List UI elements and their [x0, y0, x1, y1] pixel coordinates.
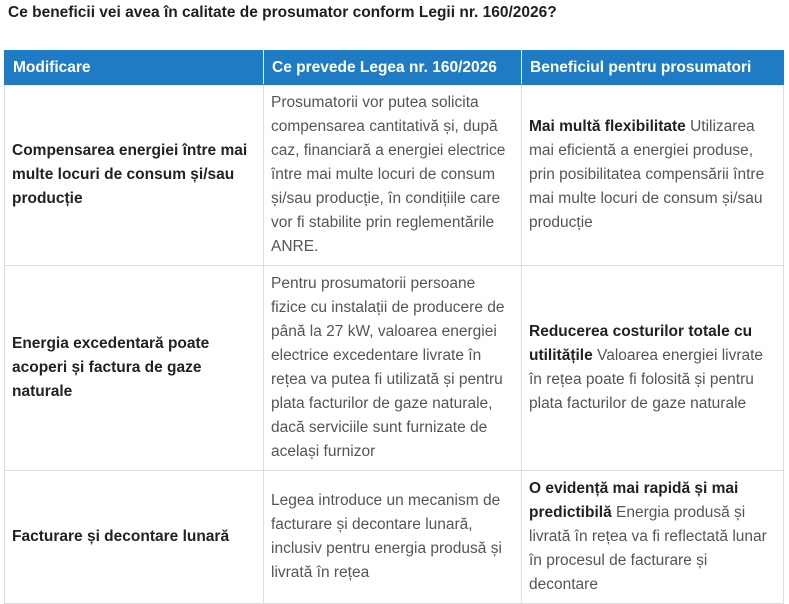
cell-beneficiu	[522, 266, 784, 471]
benefit-text: Energia produsă și livrată în rețea va fi reflectată lunar în procesul de facturare și decontare	[529, 504, 767, 593]
cell-lege: Legea introduce un mecanism de facturare și decontare lunară, inclusiv pentru energia produsă și livrată în rețea	[264, 471, 522, 604]
benefit-title: Reducerea costurilor totale cu utilitățile	[529, 323, 753, 364]
cell-modificare: Energia excedentară poate acoperi și factura de gaze naturale	[5, 266, 264, 471]
cell-lege: Prosumatorii vor putea solicita compensarea cantitativă și, după caz, financiară a energiei electrice între mai multe locuri de consum și/sau producție, în condițiile care vor fi stabilite prin reglementările ANRE.	[264, 85, 522, 266]
column-header-beneficiu: Beneficiul pentru prosumatori	[522, 51, 784, 85]
benefit-text: Utilizarea mai eficientă a energiei produse, prin posibilitatea compensării între mai multe locuri de consum și/sau producție	[529, 118, 765, 231]
table-row	[5, 85, 784, 266]
table-row	[5, 266, 784, 471]
column-header-lege: Ce prevede Legea nr. 160/2026	[264, 51, 522, 85]
cell-beneficiu	[522, 85, 784, 266]
benefit-text: Valoarea energiei livrate în rețea poate fi folosită și pentru plata facturilor de gaze naturale	[529, 347, 764, 412]
cell-modificare: Facturare și decontare lunară	[5, 471, 264, 604]
page-title: Ce beneficii vei avea în calitate de prosumator conform Legii nr. 160/2026?	[8, 4, 557, 21]
cell-lege: Pentru prosumatorii persoane fizice cu instalații de producere de până la 27 kW, valoarea energiei electrice excedentare livrate în rețea va putea fi utilizată și pentru plata facturilor de gaze naturale, dacă serviciile sunt furnizate de același furnizor	[264, 266, 522, 471]
benefit-title: O evidență mai rapidă și mai predictibilă	[529, 480, 739, 521]
table-row	[5, 471, 784, 604]
table-header-row	[5, 51, 784, 85]
benefits-table	[4, 50, 784, 604]
column-header-modificare: Modificare	[5, 51, 264, 85]
benefit-title: Mai multă flexibilitate	[529, 118, 686, 135]
cell-modificare: Compensarea energiei între mai multe locuri de consum și/sau producție	[5, 85, 264, 266]
cell-beneficiu	[522, 471, 784, 604]
